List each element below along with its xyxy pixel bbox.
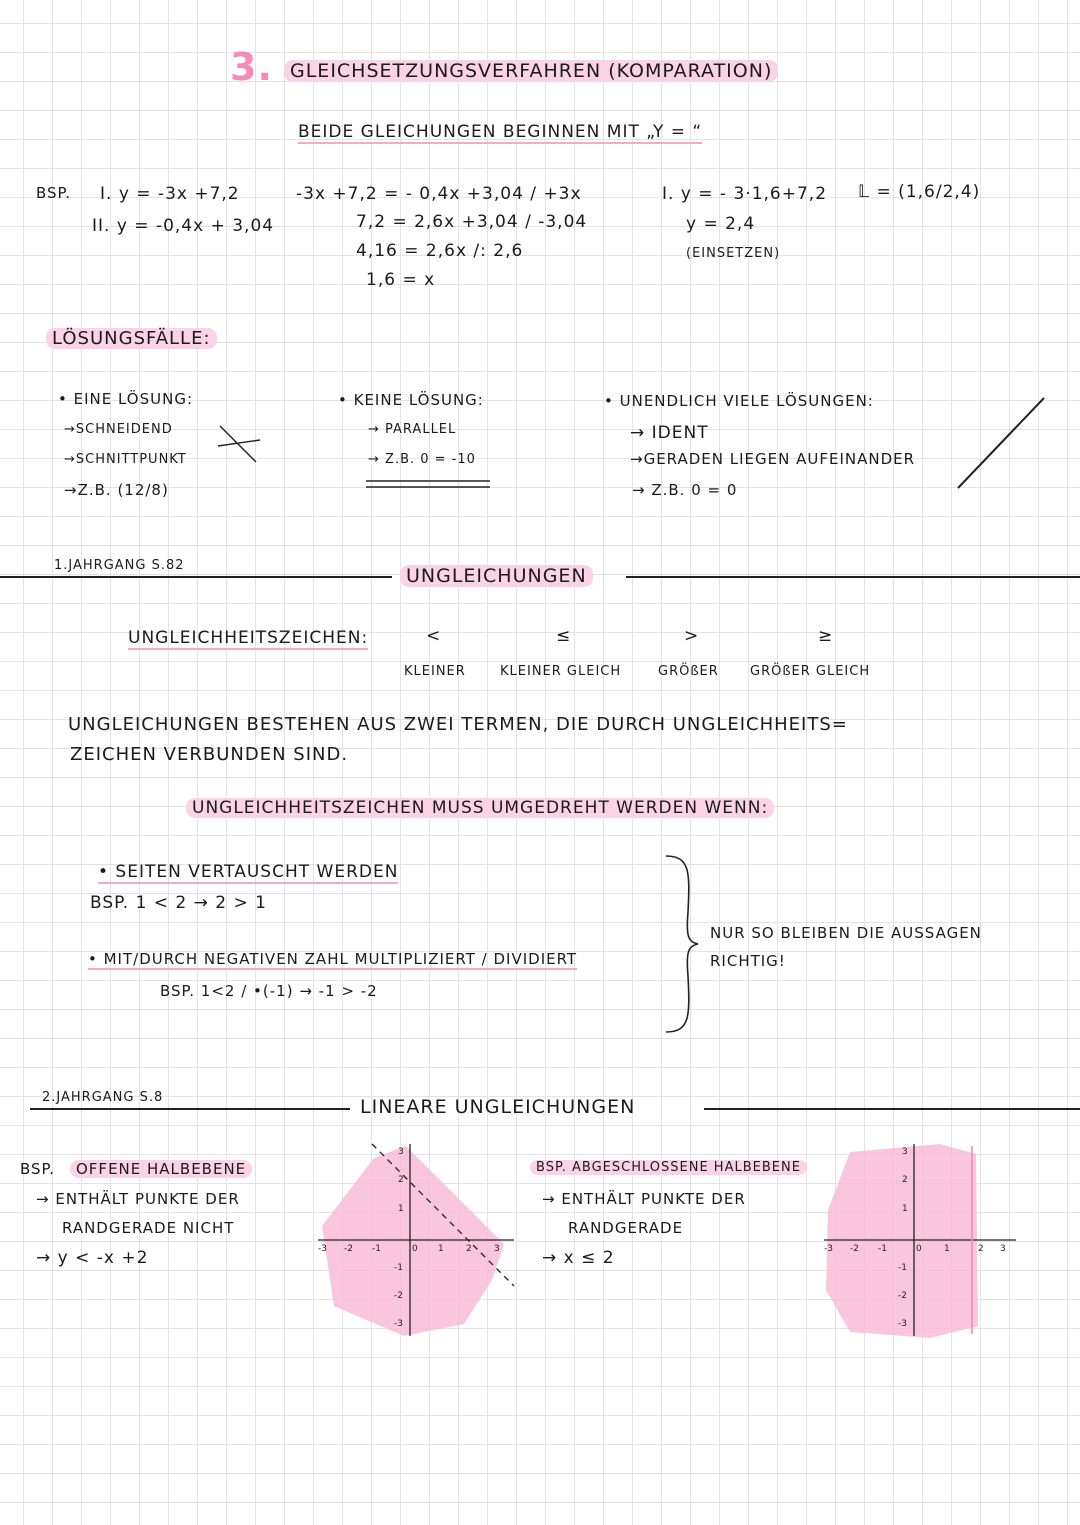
tick-x-2: 2 — [978, 1244, 984, 1254]
step-3: 4,16 = 2,6x /: 2,6 — [356, 241, 524, 261]
section-number: 3. — [230, 45, 273, 89]
tick-y-neg3: -3 — [394, 1319, 403, 1329]
rule-2: • MIT/DURCH NEGATIVEN ZAHL MULTIPLIZIERT / DIVIDIERT — [88, 950, 578, 968]
divider — [704, 1108, 1080, 1110]
sign-less-equal-name: KLEINER GLEICH — [500, 664, 622, 679]
section-subtitle: BEIDE GLEICHUNGEN BEGINNEN MIT „Y = “ — [298, 122, 703, 142]
case-none-line-2: → Z.B. 0 = -10 — [368, 452, 476, 467]
rule-title: UNGLEICHHEITSZEICHEN MUSS UMGEDREHT WERDEN WENN: — [186, 798, 774, 818]
signs-label: UNGLEICHHEITSZEICHEN: — [128, 628, 369, 648]
case-one-line-2: →SCHNITTPUNKT — [64, 452, 187, 467]
tick-y-1: 1 — [902, 1204, 908, 1214]
insert-2: y = 2,4 — [686, 214, 756, 234]
rule-1-example: BSP. 1 < 2 → 2 > 1 — [90, 893, 267, 913]
tick-x-0: 0 — [412, 1244, 418, 1254]
tick-x-2: 2 — [466, 1244, 472, 1254]
case-infinite-line-1: → IDENT — [630, 423, 709, 443]
rule-1: • SEITEN VERTAUSCHT WERDEN — [98, 862, 399, 882]
case-infinite-title: • UNENDLICH VIELE LÖSUNGEN: — [604, 392, 874, 410]
insert-3: (EINSETZEN) — [686, 246, 781, 261]
tick-y-2: 2 — [902, 1175, 908, 1185]
equation-1: I. y = -3x +7,2 — [100, 184, 240, 204]
step-4: 1,6 = x — [366, 270, 436, 290]
tick-y-neg2: -2 — [898, 1291, 907, 1301]
tick-y-neg3: -3 — [898, 1319, 907, 1329]
tick-y-neg1: -1 — [394, 1263, 403, 1273]
note-line-1: NUR SO BLEIBEN DIE AUSSAGEN — [710, 924, 982, 942]
closed-line-1: → ENTHÄLT PUNKTE DER — [542, 1190, 746, 1208]
case-infinite-line-2: →GERADEN LIEGEN AUFEINANDER — [630, 450, 916, 468]
rule-2-example: BSP. 1<2 / •(-1) → -1 > -2 — [160, 982, 378, 1000]
intersecting-lines-icon — [216, 420, 262, 466]
closed-title: BSP. ABGESCHLOSSENE HALBEBENE — [530, 1160, 807, 1175]
sign-greater-name: GRÖßER — [658, 664, 719, 679]
reference-1: 1.JAHRGANG S.82 — [54, 558, 185, 573]
sign-greater: > — [684, 626, 700, 646]
step-2: 7,2 = 2,6x +3,04 / -3,04 — [356, 212, 588, 232]
note-line-2: RICHTIG! — [710, 952, 786, 970]
case-one-title: • EINE LÖSUNG: — [58, 390, 194, 408]
graph-open-halfplane — [314, 1140, 524, 1340]
tick-x-neg1: -1 — [878, 1244, 887, 1254]
tick-x-0: 0 — [916, 1244, 922, 1254]
reference-2: 2.JAHRGANG S.8 — [42, 1090, 164, 1105]
closed-line-2: RANDGERADE — [568, 1219, 684, 1237]
solution-set: 𝕃 = (1,6/2,4) — [858, 182, 981, 202]
sign-greater-equal: ≥ — [818, 626, 834, 646]
tick-x-neg1: -1 — [372, 1244, 381, 1254]
sign-less-name: KLEINER — [404, 664, 466, 679]
sign-less: < — [426, 626, 442, 646]
graph-closed-halfplane — [820, 1140, 1020, 1340]
equation-2: II. y = -0,4x + 3,04 — [92, 216, 275, 236]
section-title: GLEICHSETZUNGSVERFAHREN (KOMPARATION) — [284, 60, 778, 82]
ungleichungen-title: UNGLEICHUNGEN — [400, 565, 593, 587]
tick-x-1: 1 — [438, 1244, 444, 1254]
parallel-lines-icon — [366, 478, 492, 490]
open-example-label: BSP. — [20, 1160, 56, 1178]
divider — [0, 576, 392, 578]
step-1: -3x +7,2 = - 0,4x +3,04 / +3x — [296, 184, 582, 204]
open-title: OFFENE HALBEBENE — [70, 1160, 252, 1178]
case-none-line-1: → PARALLEL — [368, 422, 457, 437]
tick-y-neg2: -2 — [394, 1291, 403, 1301]
tick-x-neg3: -3 — [824, 1244, 833, 1254]
definition-line-2: ZEICHEN VERBUNDEN SIND. — [70, 744, 349, 765]
closed-example: → x ≤ 2 — [542, 1248, 615, 1268]
tick-x-neg2: -2 — [850, 1244, 859, 1254]
cases-heading: LÖSUNGSFÄLLE: — [46, 328, 217, 349]
case-one-line-1: →SCHNEIDEND — [64, 422, 173, 437]
tick-y-1: 1 — [398, 1204, 404, 1214]
definition-line-1: UNGLEICHUNGEN BESTEHEN AUS ZWEI TERMEN, DIE DURCH UNGLEICHHEITS= — [68, 714, 848, 735]
divider — [626, 576, 1080, 578]
tick-x-3: 3 — [1000, 1244, 1006, 1254]
tick-x-neg2: -2 — [344, 1244, 353, 1254]
tick-x-3: 3 — [494, 1244, 500, 1254]
case-none-title: • KEINE LÖSUNG: — [338, 391, 484, 409]
tick-y-3: 3 — [902, 1147, 908, 1157]
sign-less-equal: ≤ — [556, 626, 572, 646]
linear-title: LINEARE UNGLEICHUNGEN — [360, 1096, 636, 1118]
tick-y-neg1: -1 — [898, 1263, 907, 1273]
curly-brace — [660, 852, 700, 1036]
open-line-1: → ENTHÄLT PUNKTE DER — [36, 1190, 240, 1208]
tick-x-1: 1 — [944, 1244, 950, 1254]
tick-y-3: 3 — [398, 1147, 404, 1157]
open-example: → y < -x +2 — [36, 1248, 149, 1268]
example-label: BSP. — [36, 184, 72, 202]
case-one-line-3: →Z.B. (12/8) — [64, 481, 169, 499]
tick-x-neg3: -3 — [318, 1244, 327, 1254]
case-infinite-line-3: → Z.B. 0 = 0 — [632, 481, 738, 499]
divider — [30, 1108, 350, 1110]
open-line-2: RANDGERADE NICHT — [62, 1219, 235, 1237]
coincident-lines-icon — [954, 392, 1048, 492]
insert-1: I. y = - 3·1,6+7,2 — [662, 184, 828, 204]
tick-y-2: 2 — [398, 1175, 404, 1185]
sign-greater-equal-name: GRÖßER GLEICH — [750, 664, 871, 679]
